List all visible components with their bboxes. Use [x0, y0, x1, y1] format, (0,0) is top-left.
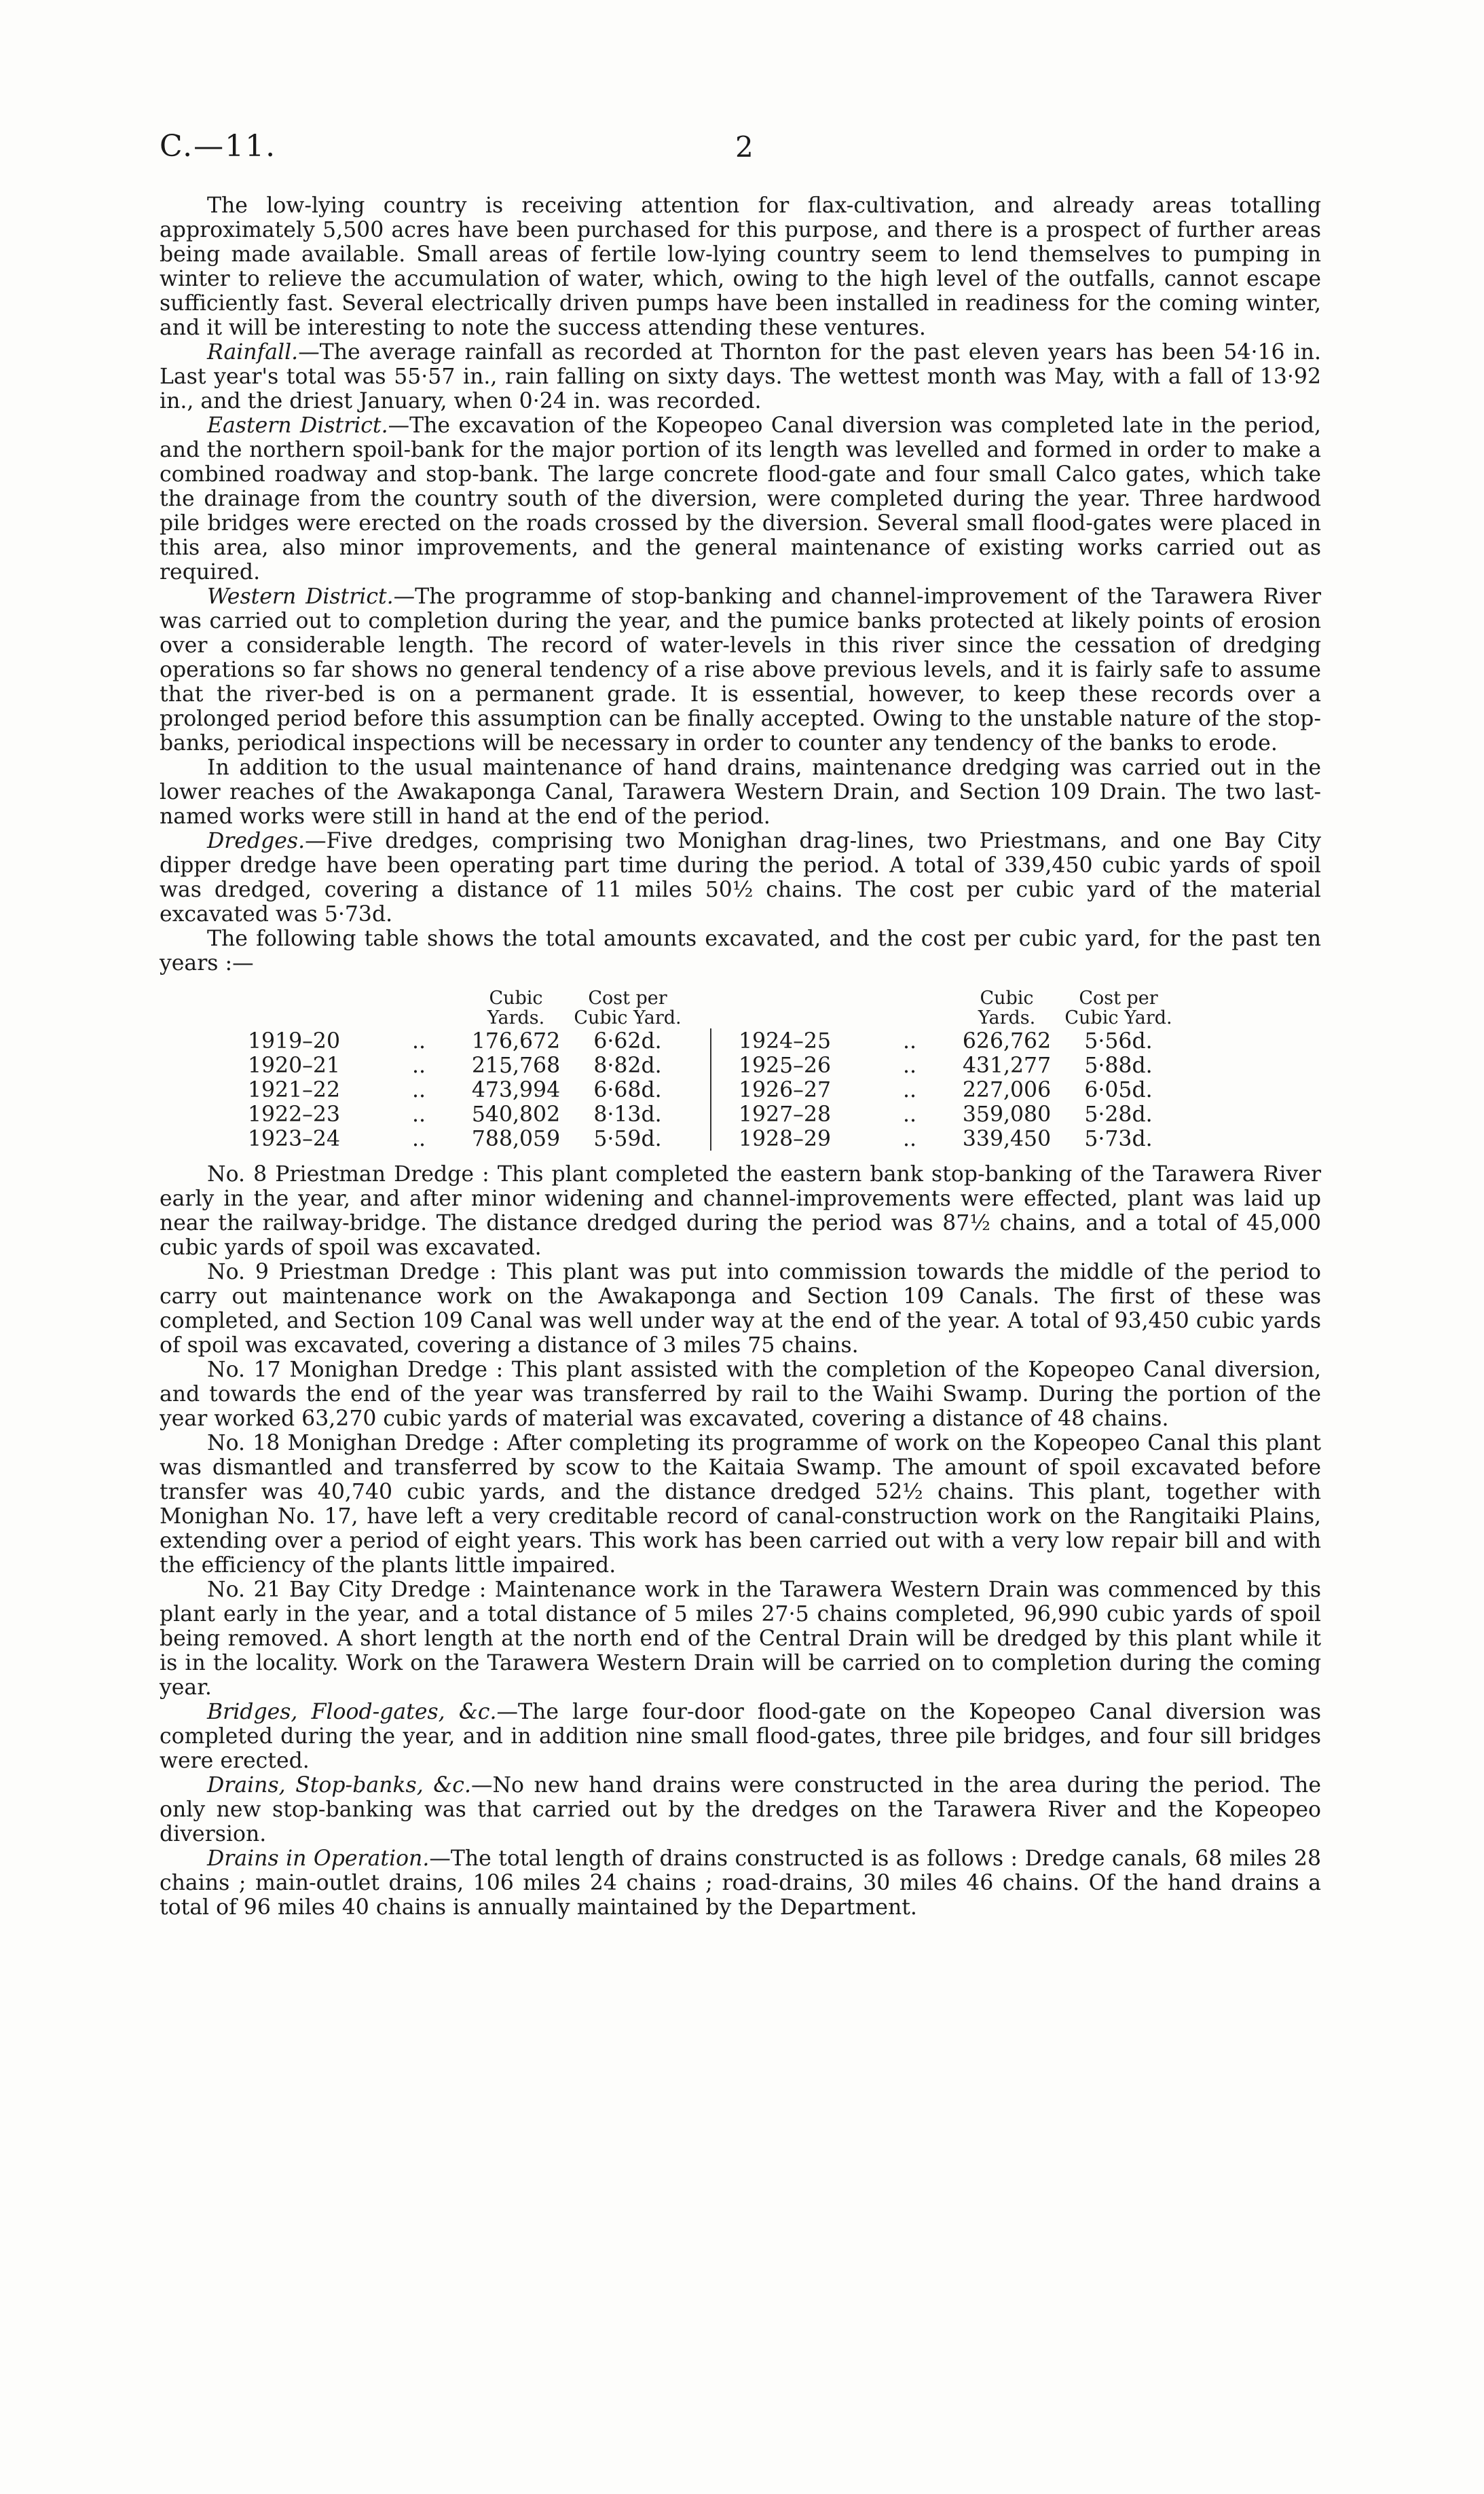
- section-heading: Western District.: [207, 584, 394, 609]
- section-heading: Rainfall.: [207, 340, 299, 365]
- column-header: Cost per Cubic Yard.: [1064, 988, 1172, 1028]
- section-heading: Eastern District.: [207, 413, 388, 438]
- paragraph: Dredges.—Five dredges, comprising two Monighan drag-lines, two Priestmans, and one Bay City dipper dredge have been operating part time during the period. A total of 339,450 cubic yards of spoil was dredged, covering a distance of 11 miles 50½ chains. The cost per cubic yard of the material excavated was 5·73d.: [160, 829, 1321, 927]
- paragraph: Drains in Operation.—The total length of drains constructed is as follows : Dredge canals, 68 miles 28 chains ; main-outlet drains, 106 miles 24 chains ; road-drains, 30 miles 46 chains. Of the hand drains a total of 96 miles 40 chains is annually maintained by the Department.: [160, 1846, 1321, 1920]
- paragraph: Western District.—The programme of stop-banking and channel-improvement of the Tarawera River was carried out to completion during the year, and the pumice banks protected at likely points of erosion over a considerable length. The record of water-levels in this river since the cessation of dredging operations so far shows no general tendency of a rise above previous levels, and it is fairly safe to assume that the river-bed is on a permanent grade. It is essential, however, to keep these records over a prolonged period before this assumption can be finally accepted. Owing to the unstable nature of the stop-banks, periodical inspections will be necessary in order to counter any tendency of the banks to erode.: [160, 584, 1322, 756]
- paragraph: No. 17 Monighan Dredge : This plant assisted with the completion of the Kopeopeo Canal diversion, and towards the end of the year was transferred by rail to the Waihi Swamp. During the portion of the year worked 63,270 cubic yards of material was excavated, covering a distance of 48 chains.: [160, 1358, 1321, 1431]
- page-header: [160, 129, 1321, 193]
- table-row: 1925–26 .. 431,277 5·88d.: [739, 1054, 1153, 1078]
- table-row: 1919–20 .. 176,672 6·62d.: [248, 1029, 662, 1054]
- section-heading: Dredges.: [207, 829, 305, 853]
- table-row: 1923–24 .. 788,059 5·59d.: [248, 1127, 662, 1151]
- excavation-table: [248, 988, 1321, 1151]
- table-row: 1921–22 .. 473,994 6·68d.: [248, 1078, 662, 1102]
- paragraph: In addition to the usual maintenance of hand drains, maintenance dredging was carried out in the lower reaches of the Awakaponga Canal, Tarawera Western Drain, and Section 109 Drain. The two last-named works were still in hand at the end of the period.: [160, 756, 1321, 829]
- paragraph: No. 9 Priestman Dredge : This plant was put into commission towards the middle of the period to carry out maintenance work on the Awakaponga and Section 109 Canals. The first of these was completed, and Section 109 Canal was well under way at the end of the year. A total of 93,450 cubic yards of spoil was excavated, covering a distance of 3 miles 75 chains.: [160, 1260, 1321, 1358]
- paragraph: Rainfall.—The average rainfall as recorded at Thornton for the past eleven years has been 54·16 in. Last year's total was 55·57 in., rain falling on sixty days. The wettest month was May, with a fall of 13·92 in., and the driest January, when 0·24 in. was recorded.: [160, 340, 1321, 413]
- paragraph: Bridges, Flood-gates, &c.—The large four-door flood-gate on the Kopeopeo Canal diversion was completed during the year, and in addition nine small flood-gates, three pile bridges, and four sill bridges were erected.: [160, 1700, 1322, 1773]
- table-row: 1920–21 .. 215,768 8·82d.: [248, 1054, 662, 1078]
- table-divider: [710, 1028, 711, 1151]
- column-header: Cubic Yards.: [978, 988, 1036, 1028]
- table-right: [739, 988, 1175, 1151]
- table-row: 1928–29 .. 339,450 5·73d.: [739, 1127, 1153, 1151]
- table-row: 1924–25 .. 626,762 5·56d.: [739, 1029, 1153, 1054]
- paragraph: The low-lying country is receiving attention for flax-cultivation, and already areas totalling approximately 5,500 acres have been purchased for this purpose, and there is a prospect of further areas being made available. Small areas of fertile low-lying country seem to lend themselves to pumping in winter to relieve the accumulation of water, which, owing to the high level of the outfalls, cannot escape sufficiently fast. Several electrically driven pumps have been installed in readiness for the coming winter, and it will be interesting to note the success attending these ventures.: [160, 193, 1321, 340]
- paragraph: Eastern District.—The excavation of the Kopeopeo Canal diversion was completed late in the period, and the northern spoil-bank for the major portion of its length was levelled and formed in order to make a combined roadway and stop-bank. The large concrete flood-gate and four small Calco gates, which take the drainage from the country south of the diversion, were completed during the year. Three hardwood pile bridges were erected on the roads crossed by the diversion. Several small flood-gates were placed in this area, also minor improvements, and the general maintenance of existing works carried out as required.: [160, 413, 1321, 584]
- document-reference: C.—11.: [160, 129, 277, 164]
- page-number: 2: [735, 130, 754, 164]
- section-heading: Drains in Operation.: [207, 1846, 430, 1871]
- table-row: 1922–23 .. 540,802 8·13d.: [248, 1102, 662, 1127]
- table-row: 1927–28 .. 359,080 5·28d.: [739, 1102, 1153, 1127]
- column-header: Cubic Yards.: [487, 988, 545, 1028]
- section-heading: Bridges, Flood-gates, &c.: [207, 1700, 497, 1724]
- table-row: 1926–27 .. 227,006 6·05d.: [739, 1078, 1153, 1102]
- body-text: [160, 193, 1321, 1920]
- paragraph: Drains, Stop-banks, &c.—No new hand drains were constructed in the area during the period. The only new stop-banking was that carried out by the dredges on the Tarawera River and the Kopeopeo diversion.: [160, 1773, 1321, 1846]
- column-header: Cost per Cubic Yard.: [574, 988, 682, 1028]
- table-left: [248, 988, 684, 1151]
- paragraph: No. 18 Monighan Dredge : After completing its programme of work on the Kopeopeo Canal this plant was dismantled and transferred by scow to the Kaitaia Swamp. The amount of spoil excavated before transfer was 40,740 cubic yards, and the distance dredged 52½ chains. This plant, together with Monighan No. 17, have left a very creditable record of canal-construction work on the Rangitaiki Plains, extending over a period of eight years. This work has been carried out with a very low repair bill and with the efficiency of the plants little impaired.: [160, 1431, 1321, 1578]
- paragraph: The following table shows the total amounts excavated, and the cost per cubic yard, for the past ten years :—: [160, 927, 1321, 975]
- section-heading: Drains, Stop-banks, &c.: [207, 1773, 471, 1798]
- paragraph: No. 8 Priestman Dredge : This plant completed the eastern bank stop-banking of the Tarawera River early in the year, and after minor widening and channel-improvements were effected, plant was laid up near the railway-bridge. The distance dredged during the period was 87½ chains, and a total of 45,000 cubic yards of spoil was excavated.: [160, 1162, 1321, 1260]
- paragraph: No. 21 Bay City Dredge : Maintenance work in the Tarawera Western Drain was commenced by this plant early in the year, and a total distance of 5 miles 27·5 chains completed, 96,990 cubic yards of spoil being removed. A short length at the north end of the Central Drain will be dredged by this plant while it is in the locality. Work on the Tarawera Western Drain will be carried on to completion during the coming year.: [160, 1578, 1321, 1700]
